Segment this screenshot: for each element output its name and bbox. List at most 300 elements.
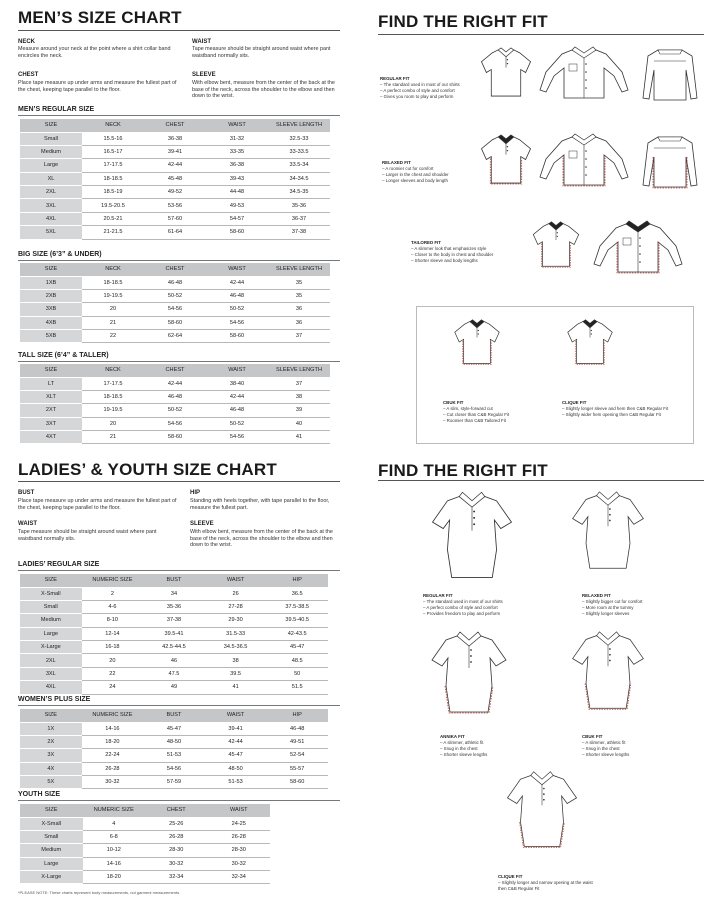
fit-name: RELAXED FIT (382, 160, 411, 165)
table-row (20, 817, 270, 830)
long-sleeve-shirt-icon (538, 133, 630, 188)
value-cell: 35-36 (143, 600, 205, 613)
value-cell: 19-19.5 (82, 404, 144, 417)
value-cell: 54-56 (143, 762, 205, 775)
ladies-regular-fit (423, 593, 543, 616)
column-header: SIZE (20, 119, 82, 132)
value-cell: 21 (82, 431, 144, 444)
mens-tall-rule (18, 361, 340, 362)
ladies-polo-icon (565, 628, 651, 714)
size-cell: Small (20, 600, 82, 613)
table-row (20, 330, 330, 343)
size-cell: XL (20, 172, 82, 185)
value-cell: 28-30 (208, 844, 271, 857)
value-cell: 50-52 (144, 404, 206, 417)
fit-feature: – The standard used in most of our shirts (380, 82, 490, 88)
mens-fit-rule (378, 34, 704, 35)
size-cell: X-Large (20, 871, 83, 884)
value-cell: 50-52 (206, 417, 268, 430)
column-header: SIZE (20, 364, 82, 377)
value-cell: 50-52 (144, 289, 206, 302)
ladies-polo-icon (424, 488, 520, 584)
size-cell: 1X (20, 722, 82, 735)
size-cell: 2XT (20, 404, 82, 417)
value-cell: 18-18.5 (82, 172, 144, 185)
value-cell: 57-59 (143, 776, 205, 789)
value-cell: 36 (268, 303, 330, 316)
fit-feature: – Shorter sleeve lengths (582, 752, 692, 758)
size-cell: 2XL (20, 186, 82, 199)
fit-name: RELAXED FIT (582, 593, 611, 598)
ladies-fit-rule (378, 480, 704, 481)
table-row (20, 390, 330, 403)
size-cell: XLT (20, 390, 82, 403)
value-cell: 34-34.5 (268, 172, 330, 185)
hip-label: HIP (190, 490, 201, 496)
value-cell: 35 (268, 276, 330, 289)
column-header: NECK (82, 364, 144, 377)
value-cell: 10-12 (83, 844, 146, 857)
ladies-sleeve-text: With elbow bent, measure from the center of the back at the base of the neck, across the shoulder to the elbow and then down to the wrist. (190, 529, 333, 549)
value-cell: 51-53 (205, 776, 267, 789)
size-cell: X-Small (20, 817, 83, 830)
value-cell: 45-47 (205, 749, 267, 762)
fit-features (382, 166, 492, 183)
table-header-row (20, 709, 328, 722)
value-cell: 18-20 (83, 871, 146, 884)
fit-feature: – Snug in the chest (582, 746, 692, 752)
value-cell: 33-33.5 (268, 145, 330, 158)
fit-name: REGULAR FIT (423, 593, 453, 598)
value-cell: 47.5 (143, 667, 205, 680)
fit-feature: – Slightly longer and narrow opening at the waist then C&B Regular Fit (498, 880, 598, 892)
value-cell: 24-25 (208, 817, 271, 830)
value-cell: 4 (83, 817, 146, 830)
value-cell: 36-38 (206, 159, 268, 172)
mens-regular-rule (18, 115, 340, 116)
value-cell: 36.5 (266, 587, 328, 600)
size-cell: 2XL (20, 654, 82, 667)
value-cell: 49 (143, 681, 205, 694)
value-cell: 18.5-19 (82, 186, 144, 199)
value-cell: 18-20 (82, 735, 144, 748)
chest-text: Place tape measure up under arms and measure the fullest part of the chest, keeping tape parallel to the floor. (18, 80, 177, 93)
value-cell: 46-48 (266, 722, 328, 735)
size-cell: Medium (20, 614, 82, 627)
table-row (20, 212, 330, 225)
mens-regular-fit (380, 76, 490, 99)
ladies-regular-rule (18, 570, 340, 571)
youth-title: YOUTH SIZE (18, 791, 61, 798)
mens-cbuk-fit (443, 400, 553, 423)
mens-title-rule (18, 30, 340, 31)
value-cell: 32.5-33 (268, 132, 330, 145)
table-row (20, 226, 330, 239)
value-cell: 48-50 (143, 735, 205, 748)
value-cell: 42-44 (144, 159, 206, 172)
fit-feature: – Closer to the body in chest and shoulder (411, 252, 526, 258)
value-cell: 25-26 (145, 817, 208, 830)
fit-feature: – Gives you room to play and perform (380, 94, 490, 100)
value-cell: 44-48 (206, 186, 268, 199)
value-cell: 30-32 (208, 857, 271, 870)
value-cell: 58-60 (144, 431, 206, 444)
table-row (20, 857, 270, 870)
mens-regular-title: MEN’S REGULAR SIZE (18, 106, 95, 113)
button-shirt-icon (640, 46, 700, 103)
fit-feature: – Cut closer than C&B Regular Fit (443, 412, 553, 418)
table-row (20, 871, 270, 884)
fit-feature: – A slimmer, athletic fit (440, 740, 550, 746)
value-cell: 42-43.5 (266, 627, 328, 640)
value-cell: 32-34 (208, 871, 271, 884)
value-cell: 39-41 (205, 722, 267, 735)
value-cell: 36-37 (268, 212, 330, 225)
column-header: SLEEVE LENGTH (268, 364, 330, 377)
value-cell: 39.5 (205, 667, 267, 680)
value-cell: 32-34 (145, 871, 208, 884)
value-cell: 58-60 (206, 226, 268, 239)
sleeve-text: With elbow bent, measure from the center of the back at the base of the neck, across the shoulder to the elbow and then down to the wrist. (192, 80, 335, 100)
size-cell: 3XB (20, 303, 82, 316)
value-cell: 38 (205, 654, 267, 667)
value-cell: 19.5-20.5 (82, 199, 144, 212)
column-header: WAIST (208, 804, 271, 817)
value-cell: 49-53 (206, 199, 268, 212)
value-cell: 30-32 (145, 857, 208, 870)
table-header-row (20, 263, 330, 276)
fit-feature: – Provides freedom to play and perform (423, 611, 543, 617)
value-cell: 49-51 (266, 735, 328, 748)
column-header: BUST (143, 574, 205, 587)
column-header: NECK (82, 119, 144, 132)
mens-relaxed-fit (382, 160, 492, 183)
value-cell: 37-38 (268, 226, 330, 239)
size-cell: 3XL (20, 199, 82, 212)
chest-label: CHEST (18, 72, 39, 78)
table-row (20, 654, 328, 667)
column-header: HIP (266, 574, 328, 587)
value-cell: 35 (268, 289, 330, 302)
mens-clique-fit (562, 400, 672, 418)
value-cell: 53-56 (144, 199, 206, 212)
mens-tall-title: TALL SIZE (6’4” & TALLER) (18, 352, 109, 359)
size-cell: Small (20, 830, 83, 843)
column-header: CHEST (144, 119, 206, 132)
value-cell: 29-30 (205, 614, 267, 627)
column-header: WAIST (206, 364, 268, 377)
table-row (20, 303, 330, 316)
ladies-polo-icon (565, 488, 651, 574)
button-shirt-icon (640, 133, 700, 190)
value-cell: 17-17.5 (82, 159, 144, 172)
ladies-clique-fit (498, 874, 598, 892)
womens-plus-title: WOMEN’S PLUS SIZE (18, 696, 91, 703)
column-header: HIP (266, 709, 328, 722)
table-row (20, 776, 328, 789)
value-cell: 26 (205, 587, 267, 600)
table-row (20, 417, 330, 430)
column-header: SIZE (20, 263, 82, 276)
fit-feature: – A slimmer, athletic fit (582, 740, 692, 746)
value-cell: 33.5-34 (268, 159, 330, 172)
table-row (20, 172, 330, 185)
table-row (20, 276, 330, 289)
value-cell: 54-56 (144, 417, 206, 430)
column-header: SIZE (20, 574, 82, 587)
table-row (20, 199, 330, 212)
value-cell: 18-18.5 (82, 390, 144, 403)
fit-feature: – Slightly wider hem opening then C&B Regular Fit (562, 412, 672, 418)
value-cell: 26-28 (145, 830, 208, 843)
column-header: SIZE (20, 709, 82, 722)
value-cell: 42-44 (144, 377, 206, 390)
column-header: BUST (143, 709, 205, 722)
fit-features (443, 406, 553, 423)
fit-name: CLIQUE FIT (562, 400, 587, 405)
polo-shirt-icon (565, 318, 615, 366)
value-cell: 54-56 (144, 303, 206, 316)
column-header: WAIST (206, 263, 268, 276)
neck-label: NECK (18, 39, 36, 45)
value-cell: 34.5-35 (268, 186, 330, 199)
size-cell: Small (20, 132, 82, 145)
value-cell: 6-8 (83, 830, 146, 843)
sleeve-label: SLEEVE (192, 72, 216, 78)
table-row (20, 830, 270, 843)
waist-label: WAIST (192, 39, 211, 45)
mens-chart-title: MEN’S SIZE CHART (18, 8, 182, 27)
value-cell: 41 (205, 681, 267, 694)
table-row (20, 159, 330, 172)
womens-plus-rule (18, 705, 340, 706)
column-header: NUMERIC SIZE (82, 574, 144, 587)
size-cell: LT (20, 377, 82, 390)
table-header-row (20, 804, 270, 817)
size-cell: Large (20, 159, 82, 172)
size-cell: Medium (20, 145, 82, 158)
value-cell: 22 (82, 667, 144, 680)
value-cell: 55-57 (266, 762, 328, 775)
ladies-cbuk-fit (582, 734, 692, 757)
value-cell: 61-64 (144, 226, 206, 239)
table-row (20, 762, 328, 775)
size-cell: 4XB (20, 316, 82, 329)
value-cell: 27-28 (205, 600, 267, 613)
value-cell: 42-44 (205, 735, 267, 748)
value-cell: 34 (143, 587, 205, 600)
fit-feature: – More room at the tummy (582, 605, 692, 611)
value-cell: 39-41 (144, 145, 206, 158)
value-cell: 37-38 (143, 614, 205, 627)
value-cell: 26-28 (208, 830, 271, 843)
size-cell: 5X (20, 776, 82, 789)
value-cell: 58-60 (266, 776, 328, 789)
size-cell: 5XB (20, 330, 82, 343)
value-cell: 20 (82, 654, 144, 667)
value-cell: 14-16 (82, 722, 144, 735)
value-cell: 28-30 (145, 844, 208, 857)
table-row (20, 722, 328, 735)
mens-regular-table (20, 119, 330, 240)
table-row (20, 404, 330, 417)
table-header-row (20, 364, 330, 377)
table-row (20, 587, 328, 600)
value-cell: 57-60 (144, 212, 206, 225)
ladies-waist-text: Tape measure should be straight around waist where pant waistband normally sits. (18, 529, 157, 542)
mens-big-rule (18, 260, 340, 261)
fit-feature: – The standard used in most of our shirts (423, 599, 543, 605)
value-cell: 58-60 (144, 316, 206, 329)
value-cell: 20 (82, 417, 144, 430)
womens-plus-table (20, 709, 328, 789)
value-cell: 54-56 (206, 316, 268, 329)
footnote: *PLEASE NOTE: These charts represent body measurements, not garment measurements. (18, 890, 181, 895)
value-cell: 38 (268, 390, 330, 403)
table-row (20, 681, 328, 694)
polo-shirt-icon (478, 133, 534, 186)
value-cell: 19-19.5 (82, 289, 144, 302)
value-cell: 42-44 (206, 276, 268, 289)
value-cell: 21-21.5 (82, 226, 144, 239)
table-row (20, 186, 330, 199)
polo-shirt-icon (478, 46, 534, 99)
value-cell: 8-10 (82, 614, 144, 627)
size-cell: 4XL (20, 212, 82, 225)
value-cell: 39-43 (206, 172, 268, 185)
size-cell: Large (20, 627, 82, 640)
column-header: CHEST (145, 804, 208, 817)
value-cell: 37 (268, 377, 330, 390)
fit-feature: – Longer sleeves and body length (382, 178, 492, 184)
size-cell: 2XB (20, 289, 82, 302)
size-cell: Large (20, 857, 83, 870)
value-cell: 45-48 (144, 172, 206, 185)
value-cell: 46-48 (144, 390, 206, 403)
fit-feature: – Shorter sleeve lengths (440, 752, 550, 758)
value-cell: 16-18 (82, 641, 144, 654)
value-cell: 36-38 (144, 132, 206, 145)
value-cell: 20 (82, 303, 144, 316)
fit-feature: – A slimmer look that emphasizes style (411, 246, 526, 252)
value-cell: 49-52 (144, 186, 206, 199)
value-cell: 39.5-40.5 (266, 614, 328, 627)
value-cell: 45-47 (143, 722, 205, 735)
table-row (20, 316, 330, 329)
column-header: WAIST (206, 119, 268, 132)
value-cell: 38-40 (206, 377, 268, 390)
value-cell: 31-32 (206, 132, 268, 145)
bust-label: BUST (18, 490, 35, 496)
neck-text: Measure around your neck at the point where a shirt collar band encircles the neck. (18, 46, 171, 59)
size-cell: 2X (20, 735, 82, 748)
table-row (20, 600, 328, 613)
value-cell: 18-18.5 (82, 276, 144, 289)
value-cell: 51-53 (143, 749, 205, 762)
value-cell: 16.5-17 (82, 145, 144, 158)
fit-feature: – A slim, style-forward cut (443, 406, 553, 412)
value-cell: 62-64 (144, 330, 206, 343)
long-sleeve-shirt-icon (592, 220, 684, 275)
value-cell: 31.5-33 (205, 627, 267, 640)
value-cell: 30-32 (82, 776, 144, 789)
fit-feature: – A roomier cut for comfort (382, 166, 492, 172)
value-cell: 54-56 (206, 431, 268, 444)
value-cell: 24 (82, 681, 144, 694)
column-header: NECK (82, 263, 144, 276)
youth-table (20, 804, 270, 884)
fit-feature: – Shorter sleeve and body lengths (411, 258, 526, 264)
column-header: WAIST (205, 574, 267, 587)
fit-feature: – Slightly bigger cut for comfort (582, 599, 692, 605)
fit-feature: – Slightly longer sleeve and hem then C&B Regular Fit (562, 406, 672, 412)
size-cell: 4XT (20, 431, 82, 444)
ladies-waist-label: WAIST (18, 521, 37, 527)
table-row (20, 735, 328, 748)
value-cell: 51.5 (266, 681, 328, 694)
table-row (20, 132, 330, 145)
polo-shirt-icon (530, 220, 582, 269)
column-header: CHEST (144, 364, 206, 377)
ladies-regular-title: LADIES’ REGULAR SIZE (18, 561, 100, 568)
ladies-chart-title: LADIES’ & YOUTH SIZE CHART (18, 460, 277, 479)
value-cell: 34.5-36.5 (205, 641, 267, 654)
fit-name: REGULAR FIT (380, 76, 410, 81)
ladies-polo-icon (424, 628, 514, 718)
value-cell: 54-57 (206, 212, 268, 225)
value-cell: 2 (82, 587, 144, 600)
fit-name: ANNIKA FIT (440, 734, 465, 739)
long-sleeve-shirt-icon (538, 46, 630, 101)
fit-features (380, 82, 490, 99)
polo-shirt-icon (452, 318, 502, 366)
size-cell: 3XL (20, 667, 82, 680)
value-cell: 50 (266, 667, 328, 680)
mens-fit-title: FIND THE RIGHT FIT (378, 12, 548, 31)
column-header: NUMERIC SIZE (83, 804, 146, 817)
mens-tall-table (20, 364, 330, 444)
table-row (20, 289, 330, 302)
table-row (20, 377, 330, 390)
table-row (20, 145, 330, 158)
fit-feature: – A perfect combo of style and comfort (380, 88, 490, 94)
fit-features (498, 880, 598, 892)
waist-text: Tape measure should be straight around waist where pant waistband normally sits. (192, 46, 331, 59)
fit-features (582, 599, 692, 616)
table-row (20, 641, 328, 654)
size-cell: 3XT (20, 417, 82, 430)
value-cell: 26-28 (82, 762, 144, 775)
table-header-row (20, 574, 328, 587)
hip-text: Standing with heels together, with tape parallel to the floor, measure the fullest part. (190, 498, 330, 511)
table-row (20, 667, 328, 680)
value-cell: 22 (82, 330, 144, 343)
value-cell: 21 (82, 316, 144, 329)
value-cell: 39 (268, 404, 330, 417)
value-cell: 48.5 (266, 654, 328, 667)
value-cell: 40 (268, 417, 330, 430)
value-cell: 50-52 (206, 303, 268, 316)
size-cell: 4X (20, 762, 82, 775)
value-cell: 22-24 (82, 749, 144, 762)
value-cell: 58-60 (206, 330, 268, 343)
value-cell: 41 (268, 431, 330, 444)
column-header: SLEEVE LENGTH (268, 263, 330, 276)
value-cell: 20.5-21 (82, 212, 144, 225)
column-header: SIZE (20, 804, 83, 817)
table-row (20, 749, 328, 762)
ladies-annika-fit (440, 734, 550, 757)
